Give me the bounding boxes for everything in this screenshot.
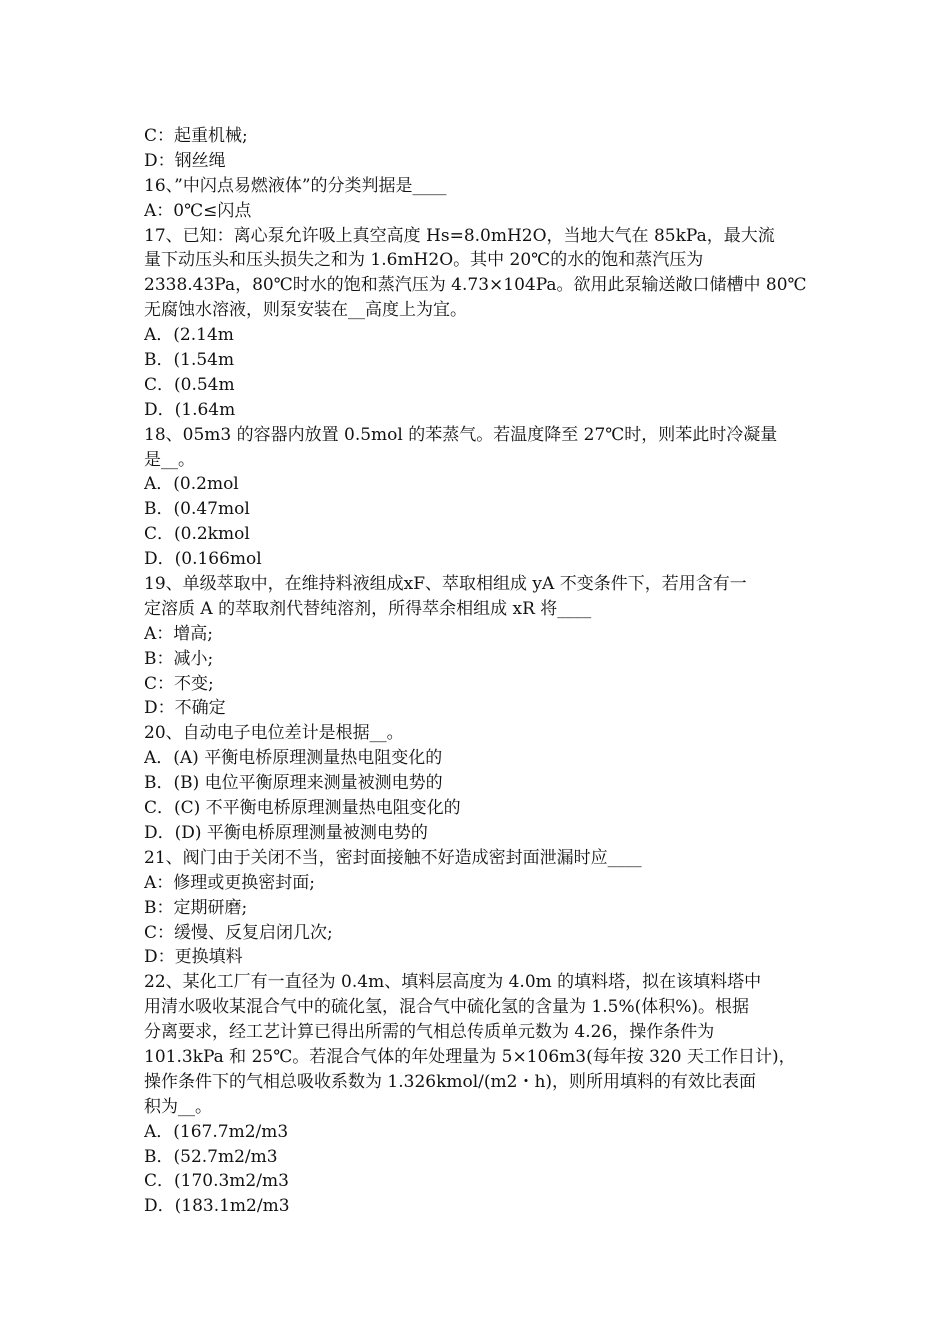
text-line: D．(D) 平衡电桥原理测量被测电势的 <box>144 822 428 843</box>
text-line: B．(0.47mol <box>144 499 250 520</box>
text-line: 2338.43Pa，80℃时水的饱和蒸汽压为 4.73×104Pa。欲用此泵输送敞口储槽中 80℃ <box>144 275 807 296</box>
text-line: 21、阀门由于关闭不当，密封面接触不好造成密封面泄漏时应____ <box>144 847 642 868</box>
text-line: A．(0.2mol <box>144 474 239 495</box>
text-line: 是__。 <box>144 449 195 470</box>
text-line: 22、某化工厂有一直径为 0.4m、填料层高度为 4.0m 的填料塔，拟在该填料塔中 <box>144 972 762 993</box>
text-line: 积为__。 <box>144 1096 212 1117</box>
text-line: B．(B) 电位平衡原理来测量被测电势的 <box>144 773 443 794</box>
text-line: 19、单级萃取中，在维持料液组成xF、萃取相组成 yA 不变条件下，若用含有一 <box>144 574 747 595</box>
text-line: A：修理或更换密封面; <box>144 872 316 893</box>
text-line: 17、已知：离心泵允许吸上真空高度 Hs=8.0mH2O，当地大气在 85kPa，最大流 <box>144 225 775 246</box>
text-line: A．(167.7m2/m3 <box>144 1121 289 1142</box>
text-line: 定溶质 A 的萃取剂代替纯溶剂，所得萃余相组成 xR 将____ <box>144 598 592 619</box>
text-line: C：缓慢、反复启闭几次; <box>144 922 333 943</box>
text-line: 20、自动电子电位差计是根据__。 <box>144 723 404 744</box>
text-line: 无腐蚀水溶液，则泵安装在__高度上为宜。 <box>144 300 467 321</box>
text-line: A：增高; <box>144 623 214 644</box>
text-line: A：0℃≤闪点 <box>144 200 252 221</box>
text-line: 16、”中闪点易燃液体”的分类判据是____ <box>144 175 447 196</box>
text-line: 操作条件下的气相总吸收系数为 1.326kmol/(m2・h)，则所用填料的有效比表面 <box>144 1071 757 1092</box>
text-line: 101.3kPa 和 25℃。若混合气体的年处理量为 5×106m3(每年按 320 天工作日计)， <box>144 1046 796 1067</box>
text-line: 分离要求，经工艺计算已得出所需的气相总传质单元数为 4.26，操作条件为 <box>144 1022 715 1043</box>
text-line: C：起重机械; <box>144 126 248 146</box>
text-line: C．(0.54m <box>144 374 235 395</box>
text-line: C．(170.3m2/m3 <box>144 1171 289 1192</box>
text-line: D．(183.1m2/m3 <box>144 1196 290 1217</box>
text-line: B：减小; <box>144 648 214 669</box>
text-line: A．(2.14m <box>144 325 234 346</box>
text-line: C．(C) 不平衡电桥原理测量热电阻变化的 <box>144 798 461 819</box>
document-body <box>144 124 812 1219</box>
text-line: B：定期研磨; <box>144 897 248 918</box>
text-line: B．(52.7m2/m3 <box>144 1146 278 1167</box>
text-line: D：更换填料 <box>144 947 243 968</box>
text-line: D：不确定 <box>144 698 226 719</box>
text-line: D：钢丝绳 <box>144 150 226 171</box>
text-line: 用清水吸收某混合气中的硫化氢，混合气中硫化氢的含量为 1.5%(体积%)。根据 <box>144 997 750 1018</box>
text-line: D．(0.166mol <box>144 549 262 570</box>
text-line: D．(1.64m <box>144 399 236 420</box>
text-line: A．(A) 平衡电桥原理测量热电阻变化的 <box>144 748 443 769</box>
text-line: 18、05m3 的容器内放置 0.5mol 的苯蒸气。若温度降至 27℃时，则苯此时冷凝量 <box>144 424 778 445</box>
text-line: B．(1.54m <box>144 350 235 371</box>
text-line: C．(0.2kmol <box>144 524 250 545</box>
text-line: 量下动压头和压头损失之和为 1.6mH2O。其中 20℃的水的饱和蒸汽压为 <box>144 250 704 271</box>
text-line: C：不变; <box>144 673 214 694</box>
